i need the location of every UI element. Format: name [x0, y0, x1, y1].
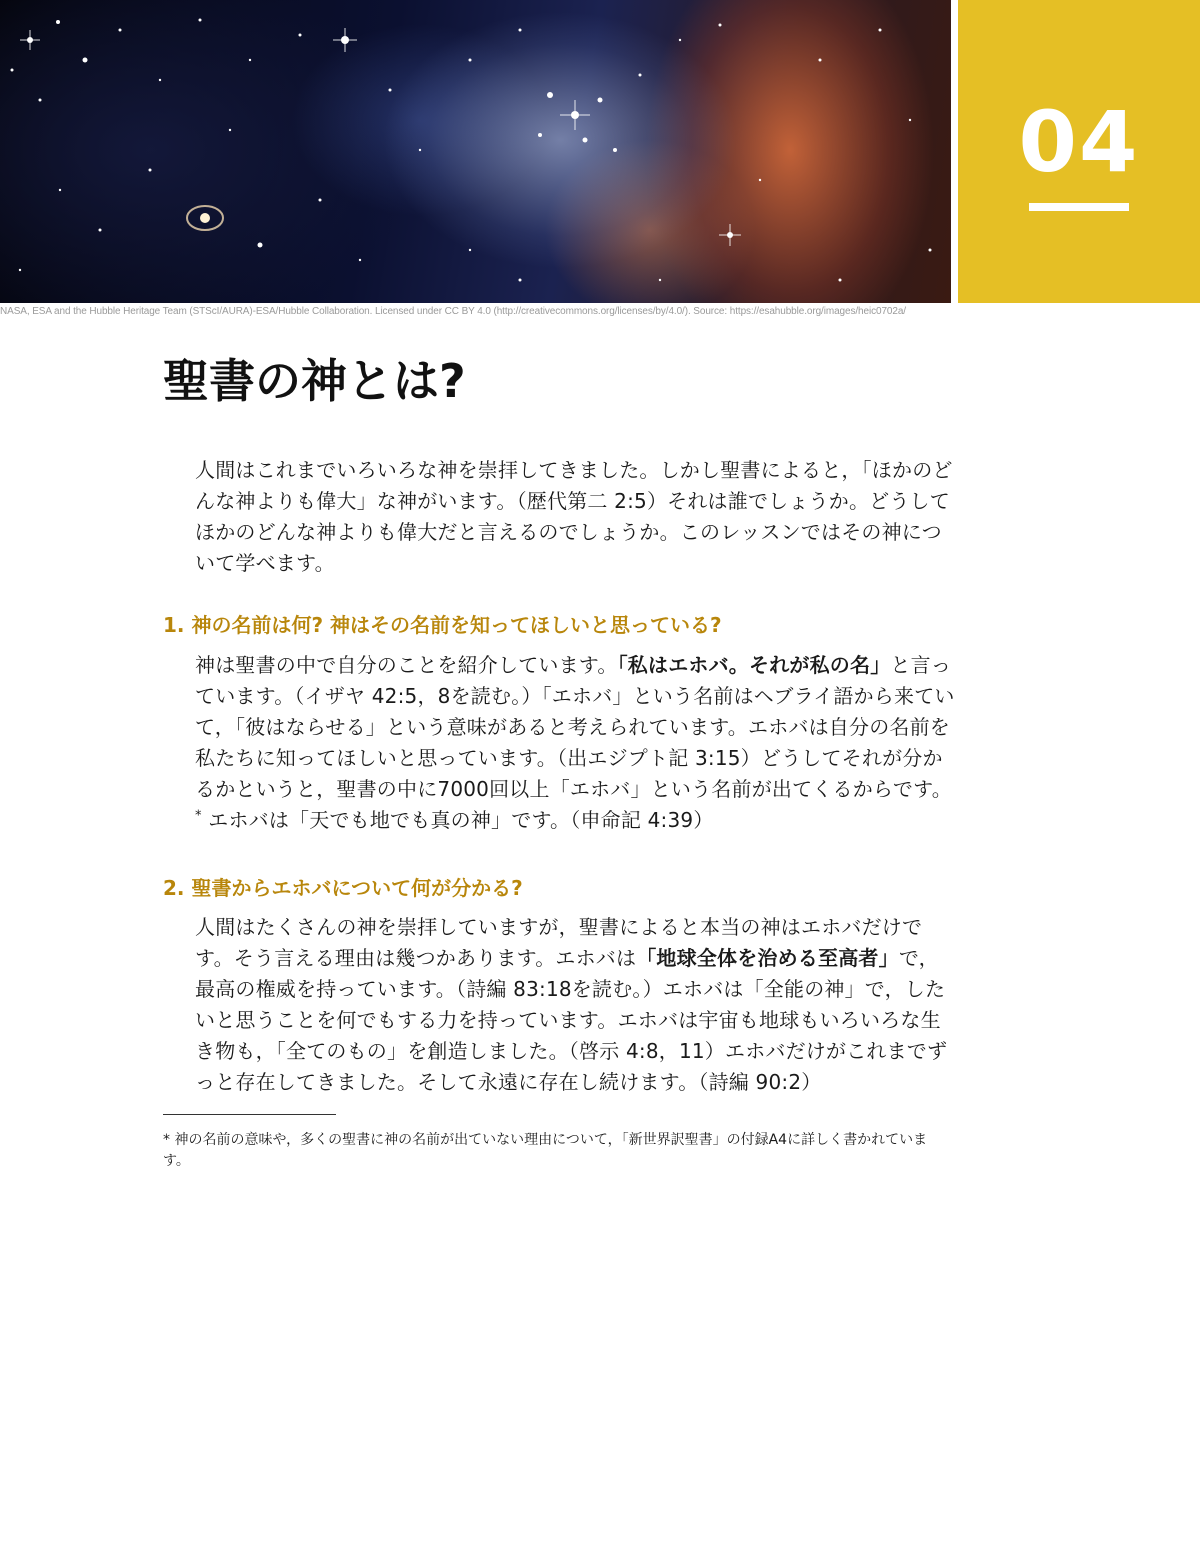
question-1-heading: 1. 神の名前は何? 神はその名前を知ってほしいと思っている?: [163, 613, 722, 637]
answer-2-text-b: で，最高の権威を持っています。（詩編 83:18を読む。）エホバは「全能の神」で，したいと思うことを何でもする力を持っています。エホバは宇宙も地球もいろいろな生き物も，「全てのもの」を創造しました。（啓示 4:8，11）エホバだけがこれまでずっと存在してきました。そして永遠に存在し続けます。（詩編 90:2）: [195, 946, 948, 1094]
answer-2-bold-quote: 「地球全体を治める至高者」: [636, 946, 899, 970]
image-credit: NASA, ESA and the Hubble Heritage Team (STScI/AURA)-ESA/Hubble Collaboration. Licensed under CC BY 4.0 (http://creativecommons.org/licenses/by/4.0/). Source: https://esahubble.org/images/heic0702a/: [0, 306, 906, 317]
answer-2-paragraph: [195, 912, 955, 1098]
star-field: [0, 0, 951, 303]
answer-1-text-b: と言っています。（イザヤ 42:5，8を読む。）「エホバ」という名前はヘブライ語から来ていて，「彼はならせる」という意味があると考えられています。エホバは自分の名前を私たちに知ってほしいと思っています。（出エジプト記 3:15）どうしてそれが分かるかというと，聖書の中に7000回以上「エホバ」という名前が出てくるからです。: [195, 653, 955, 801]
answer-1-text-c: エホバは「天でも地でも真の神」です。（申命記 4:39）: [201, 808, 714, 832]
page-title: 聖書の神とは?: [163, 354, 466, 408]
footnote-divider: [163, 1114, 336, 1115]
answer-1-text-a: 神は聖書の中で自分のことを紹介しています。: [195, 653, 618, 677]
answer-1-bold-quote: 「私はエホバ。それが私の名」: [617, 653, 891, 677]
hero-space-image: [0, 0, 951, 303]
badge-underline: [1029, 203, 1129, 211]
lesson-number: 04: [1018, 93, 1140, 191]
answer-2-text-a: 人間はたくさんの神を崇拝していますが，聖書によると本当の神はエホバだけです。そう言える理由は幾つかあります。エホバは: [195, 915, 923, 970]
footnote: * 神の名前の意味や，多くの聖書に神の名前が出ていない理由について，「新世界訳聖書」の付録A4に詳しく書かれています。: [163, 1132, 928, 1169]
answer-1-paragraph: [195, 650, 955, 836]
question-2-heading: 2. 聖書からエホバについて何が分かる?: [163, 876, 523, 900]
footnote-marker[interactable]: *: [195, 808, 202, 824]
lesson-number-badge: [958, 0, 1200, 303]
intro-paragraph: 人間はこれまでいろいろな神を崇拝してきました。しかし聖書によると，「ほかのどんな神よりも偉大」な神がいます。（歴代第二 2:5）それは誰でしょうか。どうしてほかのどんな神よりも偉大だと言えるのでしょうか。このレッスンではその神について学べます。: [195, 458, 953, 575]
